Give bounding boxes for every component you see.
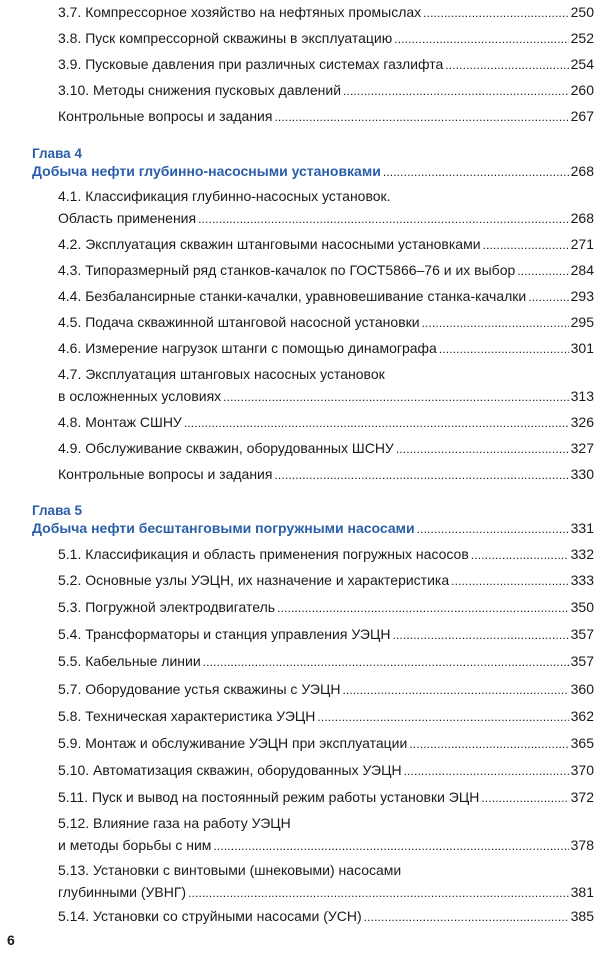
toc-entry-label: 5.5. Кабельные линии (58, 653, 201, 669)
toc-entry-label-line1: 5.12. Влияние газа на работу УЭЦН (58, 815, 291, 831)
toc-entry (58, 546, 594, 564)
leader-dots (184, 414, 569, 432)
toc-entry-page: 360 (570, 681, 594, 697)
toc-entry-label: 4.9. Обслуживание скважин, оборудованных ШСНУ (58, 440, 394, 456)
toc-entry-page: 370 (570, 762, 594, 778)
toc-entry-page: 268 (570, 210, 594, 226)
chapter-5-title: Добыча нефти бесштанговыми погружными насосами (32, 520, 415, 536)
leader-dots (451, 572, 569, 590)
leader-dots (445, 56, 568, 74)
leader-dots (528, 288, 568, 306)
toc-entry-page: 293 (570, 288, 594, 304)
toc-entry (58, 314, 594, 332)
toc-entry-label-line1: 4.1. Классификация глубинно-насосных установок. (58, 188, 391, 204)
toc-entry (58, 210, 594, 228)
toc-entry-page: 301 (570, 340, 594, 356)
leader-dots (481, 789, 568, 807)
toc-entry-label: 4.5. Подача скважинной штанговой насосной установки (58, 314, 420, 330)
toc-entry (58, 653, 594, 671)
toc-entry (58, 236, 594, 254)
leader-dots (409, 735, 568, 753)
leader-dots (343, 82, 569, 100)
toc-entry-page: 357 (570, 653, 594, 669)
chapter-4-title-row (32, 163, 594, 181)
toc-entry-label: 5.14. Установки со струйными насосами (УСН) (58, 908, 362, 924)
toc-entry-page: 333 (570, 572, 594, 588)
toc-entry (58, 466, 594, 484)
leader-dots (188, 884, 569, 902)
leader-dots (422, 314, 569, 332)
leader-dots (423, 4, 568, 22)
toc-entry (58, 626, 594, 644)
leader-dots (317, 708, 568, 726)
leader-dots (277, 599, 569, 617)
toc-entry-label-line1: 4.7. Эксплуатация штанговых насосных установок (58, 366, 385, 382)
toc-entry (58, 762, 594, 780)
toc-entry-page: 271 (570, 236, 594, 252)
leader-dots (274, 466, 568, 484)
leader-dots (364, 908, 569, 926)
toc-entry-label: 4.4. Безбалансирные станки-качалки, уравновешивание станка-качалки (58, 288, 527, 304)
page-number: 6 (7, 932, 15, 948)
toc-entry-page: 254 (570, 56, 594, 72)
toc-entry (58, 681, 594, 699)
toc-entry (58, 82, 594, 100)
toc-entry-label: 3.8. Пуск компрессорной скважины в эксплуатацию (58, 30, 393, 46)
leader-dots (213, 837, 568, 855)
toc-entry-label-line1: 5.13. Установки с винтовыми (шнековыми) насосами (58, 862, 402, 878)
toc-entry (58, 388, 594, 406)
toc-entry-label: 5.4. Трансформаторы и станция управления УЭЦН (58, 626, 391, 642)
toc-entry-label: 5.1. Классификация и область применения погружных насосов (58, 546, 469, 562)
toc-entry-page: 385 (570, 908, 594, 924)
toc-entry-label: 4.3. Типоразмерный ряд станков-качалок по ГОСТ5866–76 и их выбор (58, 262, 516, 278)
toc-entry-page: 267 (570, 108, 594, 124)
leader-dots (383, 163, 569, 181)
toc-entry-page: 330 (570, 466, 594, 482)
toc-entry-label: в осложненных условиях (58, 388, 222, 404)
toc-entry-page: 252 (570, 30, 594, 46)
leader-dots (471, 546, 569, 564)
toc-entry (58, 789, 594, 807)
toc-entry-label: и методы борьбы с ним (58, 837, 212, 853)
toc-entry (58, 288, 594, 306)
toc-entry-page: 381 (570, 884, 594, 900)
toc-entry-label: 4.6. Измерение нагрузок штанги с помощью динамографа (58, 340, 437, 356)
leader-dots (198, 210, 569, 228)
toc-entry-page: 268 (570, 163, 594, 179)
toc-entry-label: 3.10. Методы снижения пусковых давлений (58, 82, 342, 98)
toc-entry-page: 372 (570, 789, 594, 805)
toc-entry-page: 250 (570, 4, 594, 20)
toc-entry-page: 365 (570, 735, 594, 751)
toc-entry-label: Контрольные вопросы и задания (58, 466, 273, 482)
toc-entry-label: 3.9. Пусковые давления при различных системах газлифта (58, 56, 444, 72)
leader-dots (392, 626, 568, 644)
toc-entry-page: 332 (570, 546, 594, 562)
leader-dots (342, 681, 568, 699)
toc-entry-label: 5.7. Оборудование устья скважины с УЭЦН (58, 681, 341, 697)
toc-entry (58, 908, 594, 926)
toc-entry (58, 884, 594, 902)
toc-entry-page: 260 (570, 82, 594, 98)
chapter-5-heading: Глава 5 (32, 503, 82, 518)
toc-entry-label: 5.10. Автоматизация скважин, оборудованных УЭЦН (58, 762, 402, 778)
toc-entry-label: 5.11. Пуск и вывод на постоянный режим работы установки ЭЦН (58, 789, 480, 805)
leader-dots (417, 520, 569, 538)
toc-entry-label: 3.7. Компрессорное хозяйство на нефтяных промыслах (58, 4, 422, 20)
toc-entry (58, 837, 594, 855)
toc-entry-label: Область применения (58, 210, 197, 226)
toc-entry (58, 4, 594, 22)
leader-dots (404, 762, 569, 780)
leader-dots (483, 236, 569, 254)
chapter-4-heading: Глава 4 (32, 146, 82, 161)
toc-entry-page: 284 (570, 262, 594, 278)
toc-entry (58, 56, 594, 74)
toc-entry-page: 350 (570, 599, 594, 615)
toc-entry-page: 326 (570, 414, 594, 430)
toc-entry-page: 331 (570, 520, 594, 536)
chapter-5-title-row (32, 520, 594, 538)
toc-entry-label: 4.2. Эксплуатация скважин штанговыми насосными установками (58, 236, 481, 252)
toc-entry-label: Контрольные вопросы и задания (58, 108, 273, 124)
toc-entry (58, 108, 594, 126)
toc-entry-page: 362 (570, 708, 594, 724)
leader-dots (396, 440, 569, 458)
leader-dots (274, 108, 568, 126)
toc-entry-page: 378 (570, 837, 594, 853)
toc-entry-label: 5.3. Погружной электродвигатель (58, 599, 276, 615)
toc-entry (58, 735, 594, 753)
toc-entry (58, 30, 594, 48)
leader-dots (223, 388, 568, 406)
toc-entry-label: 4.8. Монтаж СШНУ (58, 414, 182, 430)
toc-entry (58, 708, 594, 726)
toc-entry (58, 440, 594, 458)
leader-dots (203, 653, 569, 671)
toc-entry (58, 414, 594, 432)
toc-entry-page: 313 (570, 388, 594, 404)
chapter-4-title: Добыча нефти глубинно-насосными установками (32, 163, 381, 179)
toc-entry (58, 340, 594, 358)
toc-entry-label: 5.2. Основные узлы УЭЦН, их назначение и характеристика (58, 572, 450, 588)
leader-dots (439, 340, 569, 358)
toc-entry-label: глубинными (УВНГ) (58, 884, 187, 900)
toc-entry-label: 5.9. Монтаж и обслуживание УЭЦН при эксплуатации (58, 735, 408, 751)
toc-entry-label: 5.8. Техническая характеристика УЭЦН (58, 708, 316, 724)
toc-entry (58, 572, 594, 590)
toc-entry-page: 327 (570, 440, 594, 456)
toc-entry-page: 357 (570, 626, 594, 642)
toc-entry-page: 295 (570, 314, 594, 330)
leader-dots (394, 30, 568, 48)
toc-entry (58, 262, 594, 280)
toc-entry (58, 599, 594, 617)
leader-dots (517, 262, 568, 280)
